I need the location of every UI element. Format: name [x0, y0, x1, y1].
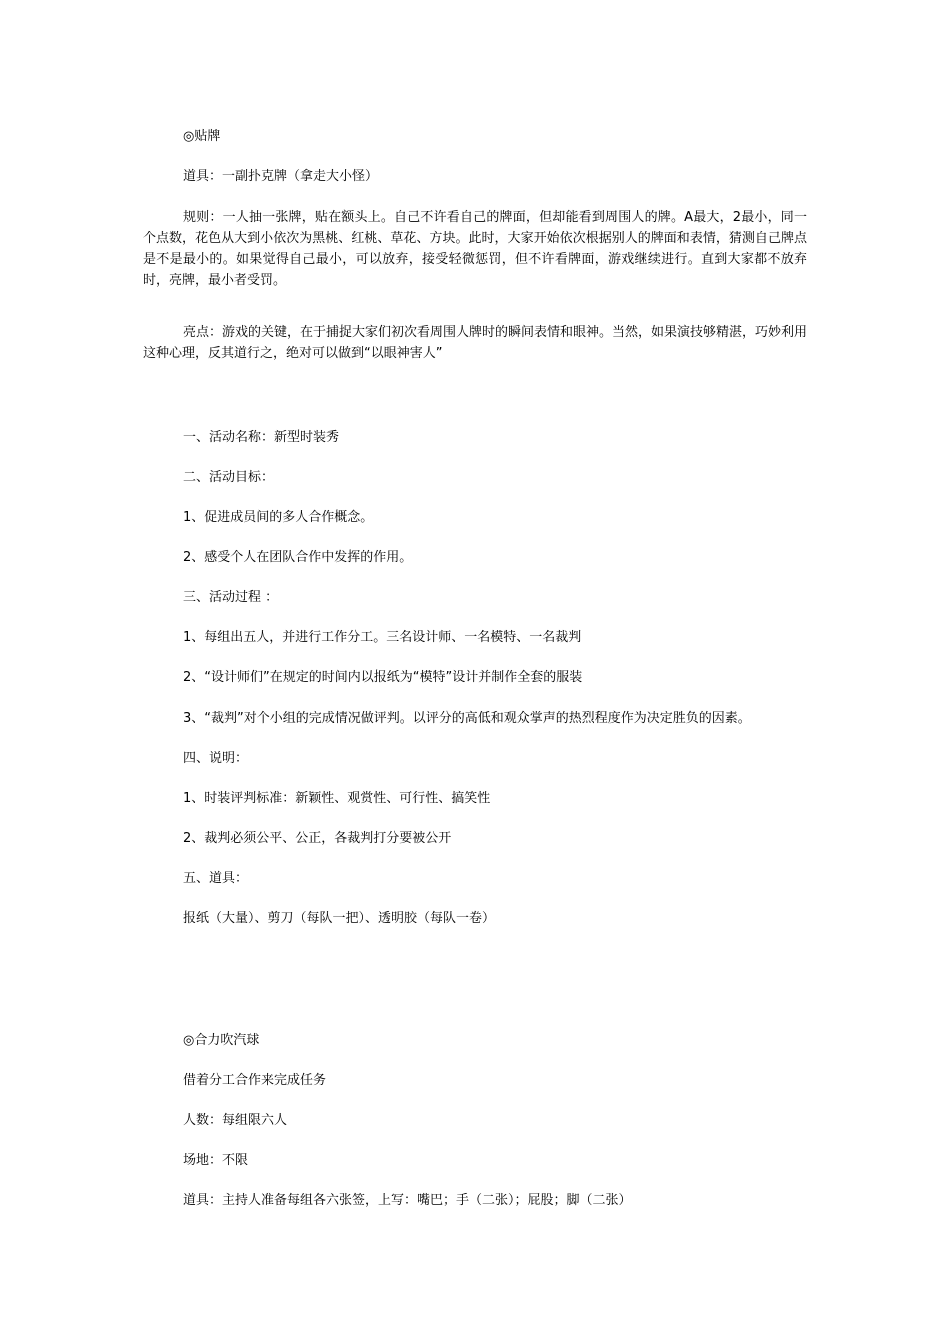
activity-process-heading: 三、活动过程 ： — [183, 590, 279, 605]
activity-process-2: 2、“设计师们”在规定的时间内以报纸为“模特”设计并制作全套的服装 — [183, 670, 583, 685]
activity-goal-1: 1、促进成员间的多人合作概念。 — [183, 510, 374, 525]
section-title-balloon: ◎合力吹汽球 — [183, 1033, 260, 1048]
activity-goal-2: 2、感受个人在团队合作中发挥的作用。 — [183, 550, 413, 565]
activity-name: 一、活动名称：新型时装秀 — [183, 430, 340, 445]
activity-process-3: 3、“裁判”对个小组的完成情况做评判。以评分的高低和观众掌声的热烈程度作为决定胜负的因素。 — [183, 711, 751, 726]
activity-process-1: 1、每组出五人，并进行工作分工。三名设计师、一名模特、一名裁判 — [183, 630, 582, 645]
tiepai-props: 道具：一副扑克牌（拿走大小怪） — [183, 169, 379, 184]
balloon-people: 人数：每组限六人 — [183, 1113, 288, 1128]
activity-goal-heading: 二、活动目标： — [183, 470, 275, 485]
activity-props-heading: 五、道具： — [183, 871, 249, 886]
activity-props: 报纸（大量）、剪刀（每队一把）、透明胶（每队一卷） — [183, 911, 496, 926]
balloon-venue: 场地：不限 — [183, 1153, 249, 1168]
activity-notes-heading: 四、说明： — [183, 751, 249, 766]
activity-note-1: 1、时装评判标准：新颖性、观赏性、可行性、搞笑性 — [183, 791, 491, 806]
activity-note-2: 2、裁判必须公平、公正，各裁判打分要被公开 — [183, 831, 452, 846]
balloon-props: 道具：主持人准备每组各六张签，上写：嘴巴；手（二张）；屁股；脚（二张） — [183, 1193, 632, 1208]
tiepai-rules: 规则：一人抽一张牌，贴在额头上。自己不许看自己的牌面，但却能看到周围人的牌。A最大，2最小，同一个点数，花色从大到小依次为黑桃、红桃、草花、方块。此时，大家开始依次根据别人的牌面和表情，猜测自己牌点是不是最小的。如果觉得自己最小，可以放弃，接受轻微惩罚，但不许看牌面，游戏继续进行。直到大家都不放弃时，亮牌，最小者受罚。 — [143, 210, 807, 288]
tiepai-highlight: 亮点：游戏的关键，在于捕捉大家们初次看周围人牌时的瞬间表情和眼神。当然，如果演技够精湛，巧妙利用这种心理，反其道行之，绝对可以做到“以眼神害人” — [143, 325, 808, 361]
balloon-subtitle: 借着分工合作来完成任务 — [183, 1073, 327, 1088]
section-title-tiepai: ◎贴牌 — [183, 129, 221, 144]
